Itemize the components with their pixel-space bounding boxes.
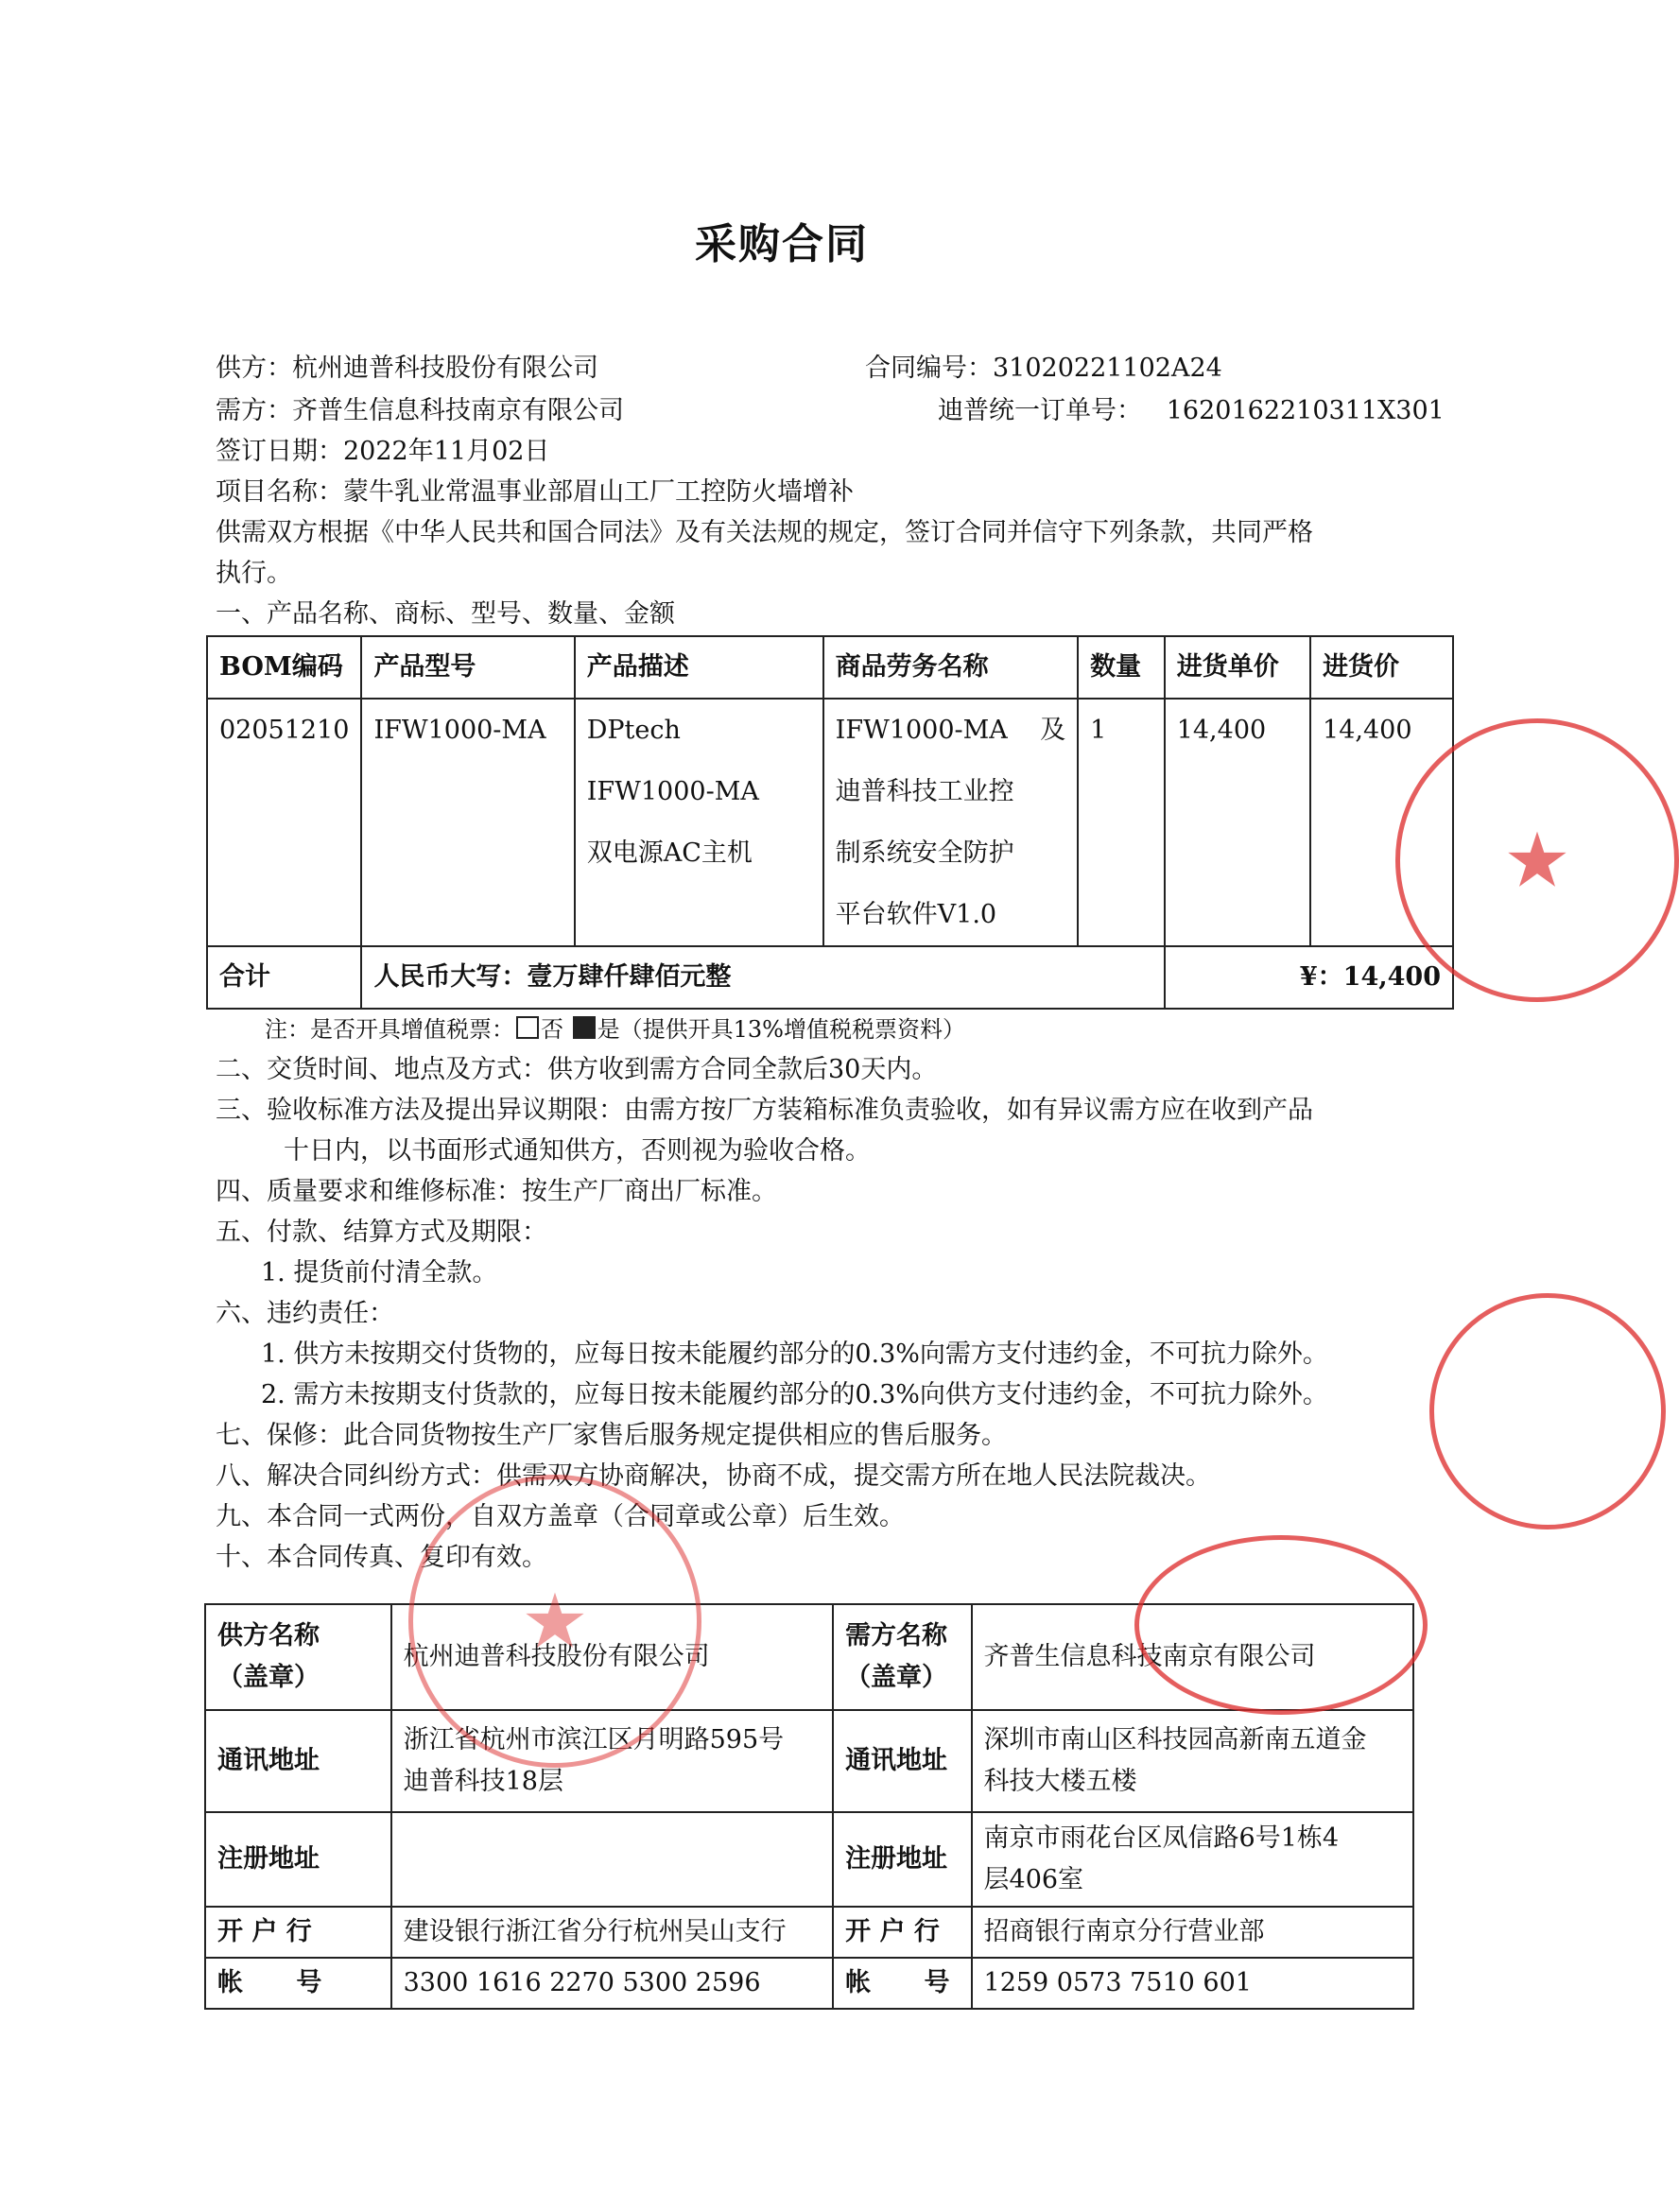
supplier-address-line-2: 迪普科技18层 xyxy=(403,1767,563,1796)
service-line: 平台软件V1.0 xyxy=(835,900,997,929)
supplier-name-label xyxy=(205,1604,391,1710)
col-price: 进货价 xyxy=(1310,636,1453,699)
col-service: 商品劳务名称 xyxy=(823,636,1078,699)
service-line: 制系统安全防护 xyxy=(835,838,1014,868)
cell-desc xyxy=(575,699,823,946)
buyer-address-line-1: 深圳市南山区科技园高新南五道金 xyxy=(983,1725,1367,1754)
seal-star-icon: ★ xyxy=(521,1577,589,1666)
vat-note-prefix: 注：是否开具增值税票： xyxy=(265,1016,514,1043)
buyer-reg-line-2: 层406室 xyxy=(983,1865,1084,1894)
supplier-name-label-1: 供方名称 xyxy=(217,1621,320,1650)
supplier-address-label: 通讯地址 xyxy=(205,1710,391,1812)
contract-number: 合同编号：31020221102A24 xyxy=(865,354,1222,383)
supplier-contract-seal xyxy=(408,1475,701,1768)
intro-text-2: 执行。 xyxy=(216,559,292,588)
col-qty: 数量 xyxy=(1078,636,1165,699)
service-line: IFW1000-MA 及 xyxy=(835,716,1066,745)
total-row xyxy=(207,946,1453,1009)
supplier-bank-label: 开 户 行 xyxy=(205,1907,391,1958)
buyer-name-label-1: 需方名称 xyxy=(845,1621,948,1650)
clause-6: 六、违约责任： xyxy=(216,1299,394,1328)
supplier-reg-label: 注册地址 xyxy=(205,1812,391,1907)
buyer-bank: 招商银行南京分行营业部 xyxy=(972,1907,1413,1958)
bank-row xyxy=(205,1907,1413,1958)
vat-yes-label: 是（提供开具13%增值税税票资料） xyxy=(597,1016,965,1043)
supplier-account: 3300 1616 2270 5300 2596 xyxy=(391,1958,833,2009)
clause-5: 五、付款、结算方式及期限： xyxy=(216,1218,547,1247)
total-in-words: 人民币大写：壹万肆仟肆佰元整 xyxy=(361,946,1164,1009)
sign-date: 签订日期：2022年11月02日 xyxy=(216,437,550,466)
supplier-address-line-1: 浙江省杭州市滨江区月明路595号 xyxy=(403,1725,785,1754)
clause-6-item-1: 1. 供方未按期交付货物的，应每日按未能履约部分的0.3%向需方支付违约金，不可抗力除外。 xyxy=(261,1339,1328,1369)
seal-star-icon: ★ xyxy=(1503,816,1571,905)
buyer-reg-label: 注册地址 xyxy=(833,1812,971,1907)
vat-no-label: 否 xyxy=(541,1016,563,1043)
desc-line: DPtech IFW1000-MA xyxy=(586,716,759,806)
address-row xyxy=(205,1710,1413,1812)
supplier-reg-address xyxy=(391,1812,833,1907)
clause-2: 二、交货时间、地点及方式：供方收到需方合同全款后30天内。 xyxy=(216,1055,938,1084)
checkbox-yes-checked xyxy=(573,1016,596,1039)
document-title: 采购合同 xyxy=(695,220,869,268)
buyer-seal-partial xyxy=(1429,1293,1666,1529)
supplier-name-label-2: （盖章） xyxy=(217,1663,320,1692)
buyer-name-label-2: （盖章） xyxy=(845,1663,948,1692)
buyer-name-label xyxy=(833,1604,971,1710)
clause-6-item-2: 2. 需方未按期支付货款的，应每日按未能履约部分的0.3%向供方支付违约金，不可抗力除外。 xyxy=(261,1380,1328,1409)
buyer-reg-line-1: 南京市雨花台区凤信路6号1栋4 xyxy=(983,1823,1340,1853)
checkbox-no xyxy=(516,1016,539,1039)
col-unit-price: 进货单价 xyxy=(1165,636,1310,699)
cell-unit-price: 14,400 xyxy=(1165,699,1310,946)
buyer-address-line-2: 科技大楼五楼 xyxy=(983,1767,1137,1796)
account-row xyxy=(205,1958,1413,2009)
product-table xyxy=(206,635,1454,1010)
product-row xyxy=(207,699,1453,946)
product-table-header xyxy=(207,636,1453,699)
service-line: 迪普科技工业控 xyxy=(835,777,1014,806)
buyer-address xyxy=(972,1710,1413,1812)
supplier-bank: 建设银行浙江省分行杭州吴山支行 xyxy=(391,1907,833,1958)
vat-note xyxy=(265,1011,965,1048)
buyer-reg-address xyxy=(972,1812,1413,1907)
project-name: 项目名称：蒙牛乳业常温事业部眉山工厂工控防火墙增补 xyxy=(216,477,854,507)
total-label: 合计 xyxy=(207,946,361,1009)
intro-text-1: 供需双方根据《中华人民共和国合同法》及有关法规的规定，签订合同并信守下列条款，共同严格 xyxy=(216,518,1313,547)
buyer-name: 齐普生信息科技南京有限公司 xyxy=(972,1604,1413,1710)
buyer-contract-seal xyxy=(1134,1535,1428,1715)
buyer-account-label: 帐 号 xyxy=(833,1958,971,2009)
clause-9: 九、本合同一式两份，自双方盖章（合同章或公章）后生效。 xyxy=(216,1502,905,1531)
clause-5-item-1: 1. 提货前付清全款。 xyxy=(261,1258,498,1287)
cell-bom: 02051210 xyxy=(207,699,361,946)
cell-price: 14,400 xyxy=(1310,699,1453,946)
clause-10: 十、本合同传真、复印有效。 xyxy=(216,1543,547,1572)
desc-line: 双电源AC主机 xyxy=(586,838,753,868)
buyer-bank-label: 开 户 行 xyxy=(833,1907,971,1958)
clause-3-cont: 十日内，以书面形式通知供方，否则视为验收合格。 xyxy=(284,1136,871,1166)
registered-address-row xyxy=(205,1812,1413,1907)
col-bom: BOM编码 xyxy=(207,636,361,699)
order-number: 迪普统一订单号： 1620162210311X301 xyxy=(938,396,1445,425)
supplier-line: 供方：杭州迪普科技股份有限公司 xyxy=(216,354,598,383)
clause-4: 四、质量要求和维修标准：按生产厂商出厂标准。 xyxy=(216,1177,777,1206)
buyer-address-label: 通讯地址 xyxy=(833,1710,971,1812)
supplier-name: 杭州迪普科技股份有限公司 xyxy=(391,1604,833,1710)
clause-8: 八、解决合同纠纷方式：供需双方协商解决，协商不成，提交需方所在地人民法院裁决。 xyxy=(216,1461,1211,1491)
buyer-account: 1259 0573 7510 601 xyxy=(972,1958,1413,2009)
cell-qty: 1 xyxy=(1078,699,1165,946)
col-desc: 产品描述 xyxy=(575,636,823,699)
col-model: 产品型号 xyxy=(361,636,574,699)
supplier-account-label: 帐 号 xyxy=(205,1958,391,2009)
supplier-seal-partial xyxy=(1395,718,1679,1002)
cell-model: IFW1000-MA xyxy=(361,699,574,946)
clause-3: 三、验收标准方法及提出异议期限：由需方按厂方装箱标准负责验收，如有异议需方应在收到产品 xyxy=(216,1096,1313,1125)
clause-7: 七、保修：此合同货物按生产厂家售后服务规定提供相应的售后服务。 xyxy=(216,1421,1007,1450)
cell-service xyxy=(823,699,1078,946)
buyer-line: 需方：齐普生信息科技南京有限公司 xyxy=(216,396,624,425)
total-amount: ¥：14,400 xyxy=(1165,946,1453,1009)
section-1-heading: 一、产品名称、商标、型号、数量、金额 xyxy=(216,599,675,629)
